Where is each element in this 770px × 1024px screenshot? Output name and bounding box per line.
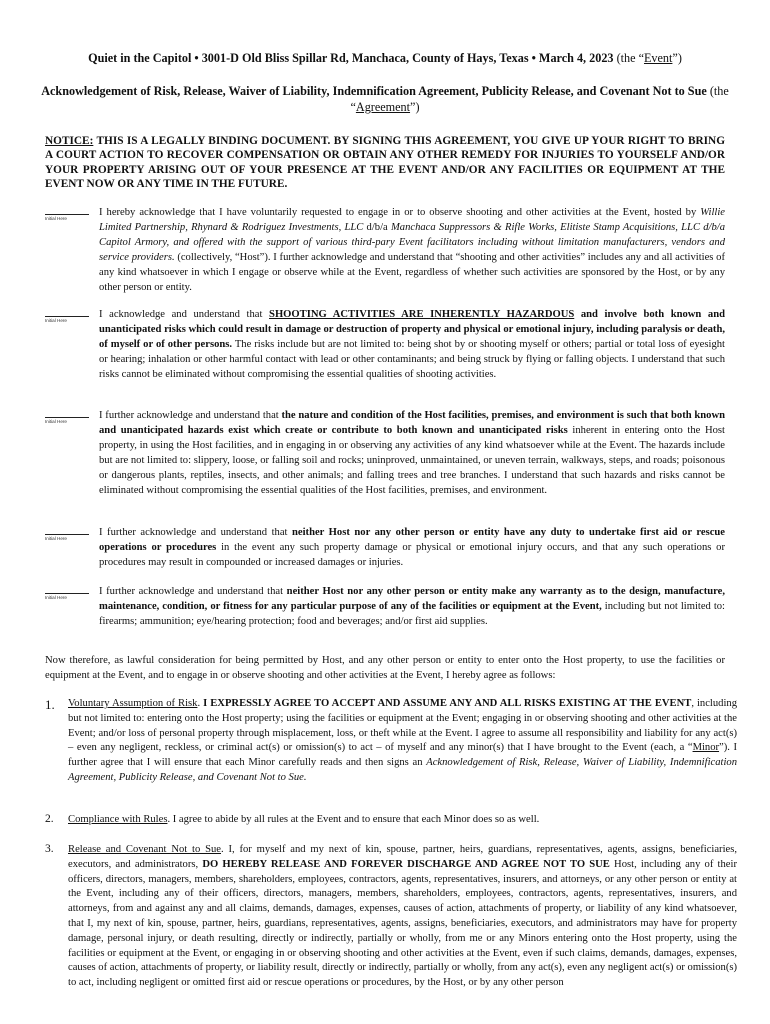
initial-line <box>45 534 89 535</box>
initial-here-label: Initial Here <box>45 216 67 221</box>
item-title: Voluntary Assumption of Risk <box>68 698 198 709</box>
paragraph-text <box>99 308 725 383</box>
agreement-title <box>30 83 740 115</box>
agreement-item-2 <box>45 813 737 831</box>
text-run: I further acknowledge and understand that <box>99 527 292 538</box>
acknowledgement-paragraph-1 <box>45 206 725 296</box>
minor-defined-term: Minor <box>692 742 720 754</box>
initial-line <box>45 593 89 594</box>
initial-field[interactable] <box>45 593 89 600</box>
initial-field[interactable] <box>45 316 89 323</box>
acknowledgement-paragraph-4 <box>45 526 725 571</box>
initial-here-label: Initial Here <box>45 536 67 541</box>
bold-run: neither Host nor any other person or entity have any duty to undertake first aid or rescue operations or procedures <box>99 527 725 553</box>
item-number: 2. <box>45 813 54 825</box>
notice-label: NOTICE: <box>45 135 94 147</box>
agreement-item-1 <box>45 697 737 802</box>
text-run: inherent in entering onto the Host property, in using the Host facilities, and in engaging in or observing any activities of any kind whatsoever while at the Event. The hazards include but are not limited to: slippery, loose, or falling soil and rocks; uninproved, unmaintained, or uneven terrain, walkways, steps, and roads; poisonous or dangerous plants, reptiles, insects, and other animals; and falling trees and tree branches. I understand that such hazards and risks cannot be eliminated without compromising the essential qualities of the Host facilities, premises, and environment. <box>99 424 725 496</box>
initial-here-label: Initial Here <box>45 595 67 600</box>
acknowledgement-paragraph-2 <box>45 308 725 398</box>
initial-field[interactable] <box>45 417 89 424</box>
event-header-text: Quiet in the Capitol • 3001-D Old Bliss Spillar Rd, Manchaca, County of Hays, Texas • March 4, 2023 <box>88 51 614 65</box>
agreement-defined-term: Agreement <box>355 100 411 114</box>
text-run: d/b/a <box>363 221 391 233</box>
acknowledgement-paragraph-5 <box>45 585 725 630</box>
initial-line <box>45 316 89 317</box>
initial-field[interactable] <box>45 214 89 221</box>
paragraph-text <box>99 585 725 630</box>
paragraph-text <box>99 409 725 498</box>
acknowledgement-paragraph-3 <box>45 409 725 514</box>
item-title: Compliance with Rules <box>68 814 168 825</box>
paragraph-text <box>99 206 725 295</box>
initial-here-label: Initial Here <box>45 318 67 323</box>
legal-notice <box>45 134 725 192</box>
bold-run: I EXPRESSLY AGREE TO ACCEPT AND ASSUME ANY AND ALL RISKS EXISTING AT THE EVENT <box>203 698 692 709</box>
event-header-line <box>30 50 740 66</box>
item-title: Release and Covenant Not to Sue <box>68 844 221 855</box>
initial-here-label: Initial Here <box>45 419 67 424</box>
item-text <box>68 697 737 786</box>
text-run: I further acknowledge and understand that <box>99 410 282 421</box>
text-run: including but not limited to: firearms; ammunition; eye/hearing protection; food and beverages; and/or first aid supplies. <box>99 600 725 627</box>
agreement-defined-term-suffix: ”) <box>410 100 420 114</box>
item-number: 1. <box>45 697 55 712</box>
item-text <box>68 813 737 828</box>
hazard-emphasis: SHOOTING ACTIVITIES ARE INHERENTLY HAZARDOUS <box>269 309 575 320</box>
event-defined-term-suffix: ”) <box>672 51 682 65</box>
host-names-italic: Willie Limited Partnership, Rhynard & Rodriguez Investments, LLC <box>99 207 725 233</box>
bold-run: neither Host nor any other person or entity make any warranty as to the design, manufacture, maintenance, condition, or fitness for any particular purpose of any of the facilities or equipment at the Event, <box>99 586 725 612</box>
text-run: I acknowledge and understand that <box>99 309 270 320</box>
initial-field[interactable] <box>45 534 89 541</box>
agreement-title-italic: Acknowledgement of Risk, Release, Waiver of Liability, Indemnification Agreement, Publicity Release, and Covenant Not to Sue. <box>68 757 737 783</box>
text-run: I further acknowledge and understand that <box>99 586 287 597</box>
item-text <box>68 843 737 991</box>
text-run: ”). I further agree that I will ensure that each Minor carefully reads and then signs an <box>68 742 737 769</box>
text-run: in the event any such property damage or physical or emotional injury occurs, and that any such operations or procedures may result in compounded or increased damages or injuries. <box>99 541 725 568</box>
bold-run: and involve both known and unanticipated risks which could result in damage or destruction of property and physical or emotional injury, including paralysis or death, of myself or of other persons. <box>99 309 725 350</box>
event-defined-term: Event <box>643 51 673 65</box>
bold-run: DO HEREBY RELEASE AND FOREVER DISCHARGE AND AGREE NOT TO SUE <box>202 858 610 870</box>
text-run: . I, for myself and my next of kin, spouse, partner, heirs, guardians, representatives, agents, assigns, beneficiaries, executors, and administrators, <box>68 844 737 870</box>
bold-run: the nature and condition of the Host facilities, premises, and environment is such that both known and unanticipated hazards exist which create or contribute to both known and unanticipated risks <box>99 410 725 436</box>
text-run: I hereby acknowledge that I have voluntarily requested to engage in or to observe shooting and other activities at the Event, hosted by <box>99 207 701 218</box>
text-run: The risks include but are not limited to: being shot by or shooting myself or others; partial or total loss of eyesight or hearing; inhalation or other harmful contact with lead or other contaminants; and being struck by flying or falling objects. I understand that such risks cannot be eliminated without compromising the essential qualities of shooting activities. <box>99 338 725 380</box>
agreement-defined-term-prefix: (the “ <box>350 84 729 114</box>
text-run: (collectively, “Host”). I further acknowledge and understand that “shooting and other activities” includes any and all activities of any kind whatsoever in which I engage or observe while at the Event, regardless of whether such activities are sponsored by the Host, or by any other person or entity. <box>99 251 725 293</box>
agreement-title-text: Acknowledgement of Risk, Release, Waiver of Liability, Indemnification Agreement, Publicity Release, and Covenant Not to Sue <box>41 84 707 98</box>
text-run: Host, including any of their officers, directors, managers, members, shareholders, employees, contractors, agents, representatives, insurers, and attorneys, or any other person or entity at the Event, including any of their officers, directors, managers, members, shareholders, employees, contractors, agents, representatives, insurers, and attorneys, from and against any and all claims, demands, damages, expenses, causes of action, attachments of property, or liability of any kind whatsoever, that I, my next of kin, spouse, partner, heirs, guardians, representatives, agents, assigns, beneficiaries, executors, and administrators may have for property damage, personal injury, or death resulting, directly or indirectly, partially or wholly, from me or any Minors entering onto the Host property, using the facilities or equipment at the Event, or engaging in or observing shooting and other activities at the Event, even if such claims, demands, damages, expenses, causes of action, attachments of property, or liability result, directly or indirectly, partially or wholly, from any act(s), even any negligent act(s) or omission(s) to act, including negligent or omitted first aid or rescue operations or procedures, by the Host, or by any other person <box>68 858 737 989</box>
host-names-italic: Manchaca Suppressors & Rifle Works, Elitiste Stamp Acquisitions, LLC d/b/a Capitol Armory, and offered with the support of various third-pary Event facilitators including without limitation manufacturers, vendors and service providers. <box>99 221 725 263</box>
item-number: 3. <box>45 843 54 855</box>
paragraph-text <box>99 526 725 571</box>
text-run: . I agree to abide by all rules at the Event and to ensure that each Minor does so as well. <box>167 814 540 825</box>
consideration-paragraph: Now therefore, as lawful consideration for being permitted by Host, and any other person or entity to enter onto the Host property, to use the facilities or equipment at the Event, and to engage in or observe shooting and other activities at the Event, I hereby agree as follows: <box>45 655 725 681</box>
agreement-item-3 <box>45 843 737 1023</box>
initial-line <box>45 214 89 215</box>
event-defined-term-prefix: (the “ <box>616 51 644 65</box>
notice-text: THIS IS A LEGALLY BINDING DOCUMENT. BY SIGNING THIS AGREEMENT, YOU GIVE UP YOUR RIGHT TO BRING A COURT ACTION TO RECOVER COMPENSATION OR OBTAIN ANY OTHER REMEDY FOR INJURIES TO YOURSELF AND/OR YOUR PROPERTY ARISING OUT OF YOUR PRESENCE AT THE EVENT AND/OR ANY FACILITIES OR EQUIPMENT AT THE EVENT NOW OR ANY TIME IN THE FUTURE. <box>45 135 725 191</box>
text-run: , including but not limited to: entering onto the Host property; using the facilities or equipment at the Event; engaging in or observing shooting and other activities at the Event; and/or loss of personal property through misplacement, loss, or theft while at the Event. I agree to assume all responsibility and liability for any act(s) – even any negligent, reckless, or criminal act(s) or omission(s) to act – of myself and any minor(s) that I have brought to the Event (each, a “ <box>68 698 737 754</box>
text-run: . <box>197 698 204 709</box>
initial-line <box>45 417 89 418</box>
